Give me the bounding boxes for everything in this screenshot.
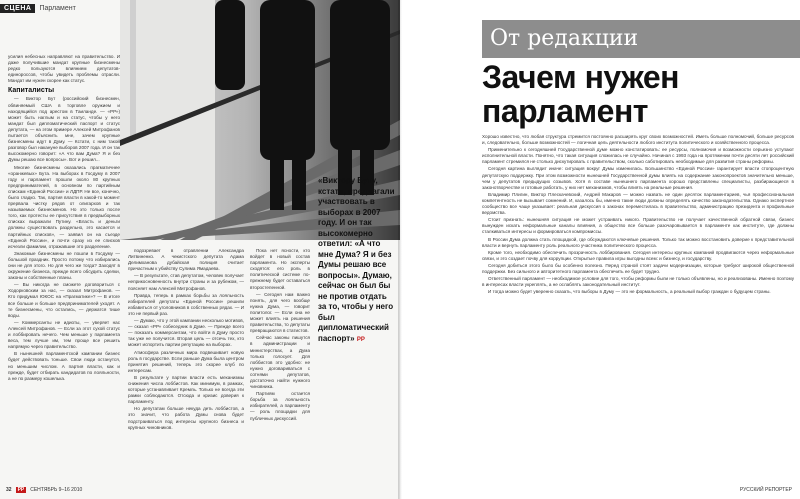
paragraph: Знакомые бизнесмены не пошли в Госдуму — большой праздник. Просто потому что избирались они не для этого. Но для чего же тогда? Заходят в окружение бизнеса, прежде всего обсудить сделки, законы и собственные планы. [8, 250, 120, 281]
section-name: Парламент [39, 4, 76, 12]
subheading: Капиталисты [8, 87, 55, 95]
paragraph: — Виктор Бут (российский бизнесмен, обвиняемый США в торговле оружием и находящийся под арестом в Таиланде. — «РР») может быть наглым и на статус, чтобы у него мандат был дипломатический паспорт и статус депутата, — на этом примере Алексей Митрофанов пытается объяснить мне, зачем крупные бизнесмены идут в Думу. — Кстати, с ним такой разговор был накануне выборов 2007 года. И он так высокомерно говорит: «А что вам Дума? Я и без Думы решаю все вопросы». Вот и решил... [8, 96, 120, 163]
paragraph: И тогда можно будет уверенно сказать, что выборы в Думу — это не формальность, а реальный выбор граждан о будущем страны. [488, 289, 771, 295]
paragraph: Правда, теперь в рамках борьбы за лояльность избирателей депутаты «Единой России» решили избавиться от уголовников в собственных рядах. — И это не первый раз. [128, 292, 244, 316]
magazine-logo: РР [17, 487, 25, 493]
paragraph: Пока нет ясности, кто войдет в новый состав парламента. Но эксперты сходятся: его роль в политической системе по-прежнему будет оставаться второстепенной. [250, 248, 310, 290]
paragraph: Многие бизнесмены оказались прагматичнее «оранжевых» Бута. На выборах в Госдуму в 2007 году и парламент прошли около 80 крупных предпринимателей, в основном по партийным спискам «Единой России» и ЛДПР. Не все, конечно, было гладко. Так, партия власти в какой-то момент прервала чистку рядов от олигархов и так называемых бизнесменов. Но это только после того, как протесты ее присутствия в предвыборных списках выражали Путину. «Власть и деньги должны существовать раздельно, это касается и партийных списков», — заявил он на съезде «Единой России», и почти сразу из ее списков исчезли фамилии, отражавшие это разделение. [8, 164, 120, 249]
issue-date: СЕНТЯБРЬ 9–16 2010 [30, 487, 83, 493]
page-number: 32 [6, 487, 12, 493]
editorial-body [482, 134, 794, 479]
paragraph: Сегодня картина выглядит иначе: ситуация вокруг Думы изменилась. Большинство «Единой России» гарантирует власти стопроцентную депутатскую поддержку. При этом возможности нынешней Государственной думы влиять на содержание законопроектов значительно меньше, чем у депутатов предыдущих созывов. Хотя в составе нынешнего парламента хорошо представлены специалисты, разбирающиеся в законотворчестве и готовые работать, у них нет механизмов, чтобы влиять на реальные решения. [482, 166, 794, 190]
lead-paragraph: усилия небесных направляют на правительство. И даже получившие мандат крупные бизнесмены редко пользуются влиянием депутатов-единороссов, чтобы увидеть проблемы отрасли. Мандат им нужен скорее как статус. [8, 54, 120, 84]
pull-quote [318, 176, 396, 345]
paragraph: Но депутатам больше некуда деть лоббистов, а это значит, что работа Думы снова будет подстраиваться под интересы крупного бизнеса и крупных чиновников. [128, 406, 244, 430]
paragraph: — Коммерсанты не идиоты, — уверяет нас Алексей Митрофанов. — Если за этот сухой статус и лоббировать нечего. Чем меньше у парламента веса, тем лучше им, тем проще все решить напрямую через правительство. [8, 319, 120, 350]
right-page [400, 0, 800, 499]
paragraph: Сейчас законы пишутся в администрации и министерствах, а Дума только голосует. Для лоббистов это удобно: не нужно договариваться с сотнями депутатов, достаточно найти нужного чиновника. [250, 335, 310, 390]
pull-quote-mark: РР [356, 336, 365, 343]
article-column-3 [250, 248, 310, 476]
paragraph: Ответственный парламент — необходимое условие для того, чтобы реформы были не только объявлены, но и реализованы. Именно поэтому в интересах власти укреплять, а не ослаблять законодательный институт. [482, 276, 794, 288]
paragraph: подозревает в отравлении Александра Литвиненко. А чекистского депутата Адама Делимханова дубайская полиция считает причастным к убийству Сулима Ямадаева. [128, 248, 244, 272]
paragraph: В результате у партии власти есть механизмы снижения числа лоббистов. Как минимум, в рамках, которые устанавливает Кремль. Только не всегда эти рамки соблюдаются. Отсюда и кризис доверия к парламенту. [128, 374, 244, 405]
page-footer-left [6, 487, 82, 493]
paragraph: Применительно к сегодняшней Государственной думе можно констатировать: ее ресурсы, полномочия и возможности серьезно уступают исполнительной власти. Понятно, что такая ситуация сложилась не случайно. Начиная с 1993 года на протяжении почти десяти лет российский парламент стремился не столько дискутировать с правительством, сколько саботировать необходимые для развития страны реформы. [482, 147, 794, 165]
paragraph: Атмосфера различных мира подвешивает новую роль в государстве. Если раньше Дума была центром принятия решений, теперь это скорее клуб по интересам. [128, 349, 244, 373]
paragraph: Кроме того, необходимо обеспечить прозрачность лоббирования. Сегодня интересы крупных компаний продвигаются через неформальные связи, и это создает почву для коррупции. Открытые правила игры выгодны всем: и бизнесу, и государству. [482, 249, 794, 261]
paragraph: Хорошо известно, что любая структура стремится постоянно расширять круг своих возможностей. Иметь больше полномочий, больше ресурсов и, следовательно, больше возможностей — логичная цель деятельности любого института политического и хозяйственного процесса. [482, 134, 794, 146]
paragraph: Партиям остается борьба за лояльность избирателей, а парламенту — роль площадки для публичных дискуссий. [250, 391, 310, 421]
paragraph: Сегодня добиться этого было бы особенно полезно. Перед страной стоят задачи модернизации, которые требуют широкой общественной поддержки. Без сильного и авторитетного парламента обеспечить ее будет трудно. [482, 262, 794, 274]
page-footer-right: РУССКИЙ РЕПОРТЕР [739, 487, 792, 493]
section-tag: СЦЕНА [0, 4, 35, 13]
paragraph: — Вы никогда не сможете договориться с Ходорковским за нас, — сказал Митрофанов. — Кто придумал ЮКОС на «Прагматике»? — В итоге все больше и больше предпринимателей уходят. А те бизнесмены, что остались, — держатся тише воды. [8, 282, 120, 318]
paragraph: — Сегодня нам важно понять, для чего вообще нужна Дума, — говорит политолог. — Если она не может влиять на решения правительства, то депутаты превращаются в статистов. [250, 291, 310, 334]
paragraph: — Думаю, что у этой кампании несколько мотивов, — сказал «РР» собеседник в Думе. — Прежде всего — показать коммерсантам, что войти в Думу просто так уже не получится. Вторая цель — отсечь тех, кто может испортить партии репутацию на выборах. [128, 318, 244, 348]
paragraph: В нынешней парламентской кампании бизнес будет действовать тоньше. Свои люди останутся, но меньшим числом. А партия власти, как и прежде, будет отбирать кандидатов по лояльности, а не по размеру кошелька. [8, 351, 120, 381]
paragraph: В России Дума должна стать площадкой, где обсуждаются ключевые решения. Только так можно восстановить доверие к представительной власти и вернуть парламенту роль реального участника политического процесса. [482, 236, 794, 248]
pull-quote-text: «Виктору Буту, кстати, предлагали участвовать в выборах в 2007 году. И он так высокомерно ответил: «А что мне Дума? Я и без Думы решаю все вопросы». Думаю, сейчас он был бы не против отдать за то, чтобы у него был дипломатический паспорт» [318, 176, 395, 343]
editorial-rubric: От редакции [482, 20, 800, 58]
paragraph: Стоит признать: нынешняя ситуация не может устраивать никого. Правительство не получает качественной обратной связи, бизнес вынужден искать неформальные каналы влияния, а общество все больше разочаровывается в парламенте как институте, где должны сталкиваться интересы и формироваться компромиссы. [482, 217, 794, 235]
article-column-1 [8, 54, 120, 479]
article-column-2 [128, 248, 244, 476]
editorial-headline: Зачем нужен парламент [482, 59, 679, 129]
paragraph: Владимир Плигин, Виктор Плескачевский, Андрей Макаров — можно назвать не один десяток парламентариев, чья профессиональная компетентность не вызывает сомнений. И, казалось бы, именно такие люди должны определять качество законодательства. Однако экспертное сообщество все чаще указывает: реальная дискуссия о законах переместилась в правительство, администрацию президента и профильные ведомства. [482, 191, 794, 216]
page-spine [398, 0, 402, 499]
paragraph: — В результате, став депутатом, человек получает неприкосновенность внутри страны и за рубежом, — поясняет нам Алексей Митрофанов. [128, 273, 244, 291]
